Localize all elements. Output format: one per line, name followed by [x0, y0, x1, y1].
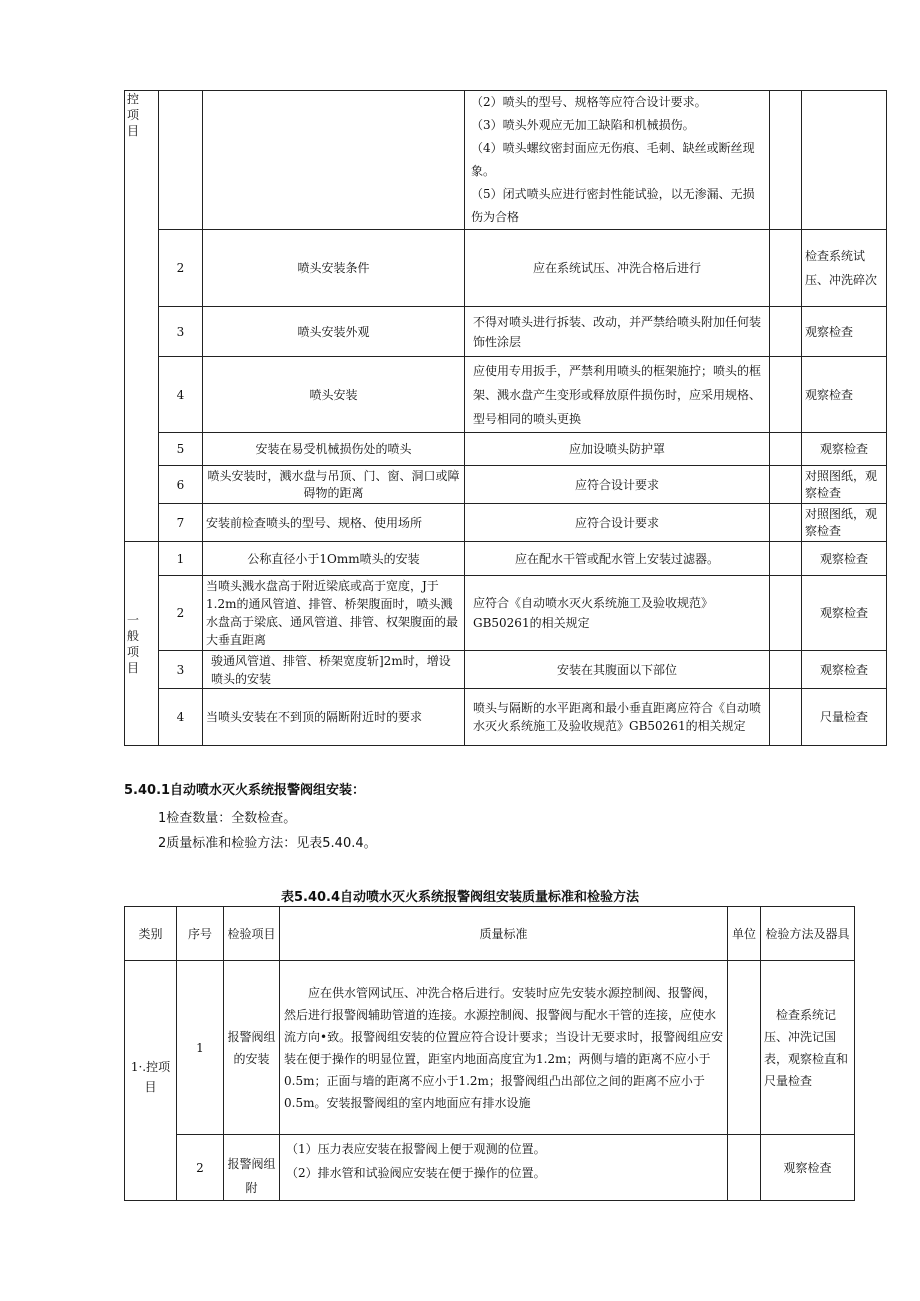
table-header-row	[125, 907, 855, 961]
inspection-method: 对照图纸，观察检查	[802, 466, 887, 504]
quality-standard: 应符合设计要求	[465, 466, 770, 504]
table-row	[125, 91, 887, 230]
quality-standard: （2）喷头的型号、规格等应符合设计要求。 （3）喷头外观应无加工缺陷和机械损伤。 （4）喷头螺纹密封面应无伤痕、毛刺、缺丝或断丝现象。 （5）闭式喷头应进行密封性能试验，以无渗漏、无损伤为合格	[465, 91, 770, 230]
inspection-item: 喷头安装时，溅水盘与吊顶、门、窗、洞口或障碍物的距离	[203, 466, 465, 504]
inspection-method: 观察检查	[761, 1135, 855, 1201]
header-unit: 单位	[728, 907, 761, 961]
unit-cell	[770, 689, 802, 746]
row-number: 1	[177, 961, 224, 1135]
table-row	[125, 433, 887, 466]
unit-cell	[770, 542, 802, 576]
table-row	[125, 651, 887, 689]
unit-cell	[770, 651, 802, 689]
section-heading: 5.40.1自动喷水灭火系统报警阀组安装：	[124, 783, 366, 798]
quality-standard: 应在供水管网试压、冲洗合格后进行。安装时应先安装水源控制阀、报警阀，然后进行报警阀辅助管道的连接。水源控制阀、报警阀与配水干管的连接，应使水流方向•致。报警阀组安装的位置应符合设计要求；当设计无要求时，报警阀组应安装在便于操作的明显位置，距室内地面高度宜为1.2m；两侧与墙的距离不应小于0.5m；正面与墙的距离不应小于1.2m；报警阀组凸出部位之间的距离不应小于0.5m。安装报警阀组的室内地面应有排水设施	[280, 961, 728, 1135]
inspection-item: 报警阀组附	[224, 1135, 280, 1201]
inspection-item: 公称直径小于1Omm喷头的安装	[203, 542, 465, 576]
unit-cell	[770, 466, 802, 504]
unit-cell	[770, 307, 802, 357]
inspection-method: 观察检查	[802, 307, 887, 357]
quality-standard: 应在配水干管或配水管上安装过滤器。	[465, 542, 770, 576]
inspection-item: 当喷头安装在不到顶的隔断附近时的要求	[203, 689, 465, 746]
header-number: 序号	[177, 907, 224, 961]
unit-cell	[770, 357, 802, 433]
header-standard: 质量标准	[280, 907, 728, 961]
row-number: 1	[159, 542, 203, 576]
quality-standard: 应加设喷头防护罩	[465, 433, 770, 466]
row-number: 3	[159, 651, 203, 689]
row-number: 3	[159, 307, 203, 357]
inspection-item: 骏通风管道、排管、桥架宽度斩]2m时，增设喷头的安装	[203, 651, 465, 689]
inspection-item: 安装前检查喷头的型号、规格、使用场所	[203, 504, 465, 542]
inspection-method: 观察检查	[802, 542, 887, 576]
inspection-item	[203, 91, 465, 230]
table-alarm-valve-installation	[124, 906, 855, 1201]
table-row	[125, 357, 887, 433]
row-number: 5	[159, 433, 203, 466]
quality-standard: 应使用专用扳手，严禁利用喷头的框架施拧；喷头的框架、溅水盘产生变形或释放原件损伤时，应采用规格、型号相同的喷头更换	[465, 357, 770, 433]
table-row	[125, 466, 887, 504]
unit-cell	[728, 961, 761, 1135]
unit-cell	[770, 433, 802, 466]
inspection-item: 喷头安装外观	[203, 307, 465, 357]
table-row	[125, 1135, 855, 1201]
inspection-method: 观察检查	[802, 433, 887, 466]
row-number: 2	[159, 230, 203, 307]
quality-standard: 安装在其腹面以下部位	[465, 651, 770, 689]
unit-cell	[770, 504, 802, 542]
inspection-item: 当喷头溅水盘高于附近梁底或高于宽度，J于1.2m的通风管道、排管、桥架腹面时，喷头溅水盘高于梁底、通风管道、排管、权架腹面的最大垂直距离	[203, 576, 465, 651]
inspection-item: 安装在易受机械损伤处的喷头	[203, 433, 465, 466]
unit-cell	[770, 576, 802, 651]
table-row	[125, 961, 855, 1135]
inspection-method: 检查系统试压、冲洗碎次	[802, 230, 887, 307]
table-sprinkler-installation	[124, 90, 887, 746]
quality-standard: 应符合《自动喷水灭火系统施工及验收规范》GB50261的相关规定	[465, 576, 770, 651]
inspection-method: 尺量检查	[802, 689, 887, 746]
row-number: 7	[159, 504, 203, 542]
section-item-1: 1检查数量：全数检查。	[158, 811, 297, 826]
row-number: 4	[159, 689, 203, 746]
quality-standard: 不得对喷头进行拆装、改动，并严禁给喷头附加任何装饰性涂层	[465, 307, 770, 357]
row-number: 6	[159, 466, 203, 504]
inspection-method: 观察检查	[802, 651, 887, 689]
table-row	[125, 576, 887, 651]
unit-cell	[770, 230, 802, 307]
unit-cell	[770, 91, 802, 230]
table-row	[125, 307, 887, 357]
quality-standard: 应在系统试压、冲洗合格后进行	[465, 230, 770, 307]
section-item-2: 2质量标准和检验方法：见表5.40.4。	[158, 836, 377, 851]
inspection-method: 观察检查	[802, 576, 887, 651]
row-number	[159, 91, 203, 230]
inspection-method: 观察检查	[802, 357, 887, 433]
row-number: 2	[159, 576, 203, 651]
quality-standard: 喷头与隔断的水平距离和最小垂直距离应符合《自动喷水灭火系统施工及验收规范》GB50261的相关规定	[465, 689, 770, 746]
inspection-item: 报警阀组的安装	[224, 961, 280, 1135]
inspection-method: 对照图纸，观察检查	[802, 504, 887, 542]
table-row	[125, 230, 887, 307]
header-category: 类别	[125, 907, 177, 961]
quality-standard: （1）压力表应安装在报警阀上便于观测的位置。 （2）排水管和试验阀应安装在便于操作的位置。	[280, 1135, 728, 1201]
header-method: 检验方法及器具	[761, 907, 855, 961]
table-row	[125, 689, 887, 746]
category-general: 一 般 项 目	[125, 542, 159, 746]
table-row	[125, 542, 887, 576]
quality-standard: 应符合设计要求	[465, 504, 770, 542]
inspection-item: 喷头安装条件	[203, 230, 465, 307]
row-number: 2	[177, 1135, 224, 1201]
header-item: 检验项目	[224, 907, 280, 961]
category-main-control: 控 项 目	[125, 91, 159, 542]
inspection-method: 检查系统记压、冲洗记国表，观察检直和尺量检查	[761, 961, 855, 1135]
unit-cell	[728, 1135, 761, 1201]
table-title: 表5.40.4自动喷水灭火系统报警阀组安装质量标准和检验方法	[280, 890, 640, 905]
row-number: 4	[159, 357, 203, 433]
inspection-item: 喷头安装	[203, 357, 465, 433]
table-row	[125, 504, 887, 542]
inspection-method	[802, 91, 887, 230]
category-main-control: 1·.控项目	[125, 961, 177, 1201]
